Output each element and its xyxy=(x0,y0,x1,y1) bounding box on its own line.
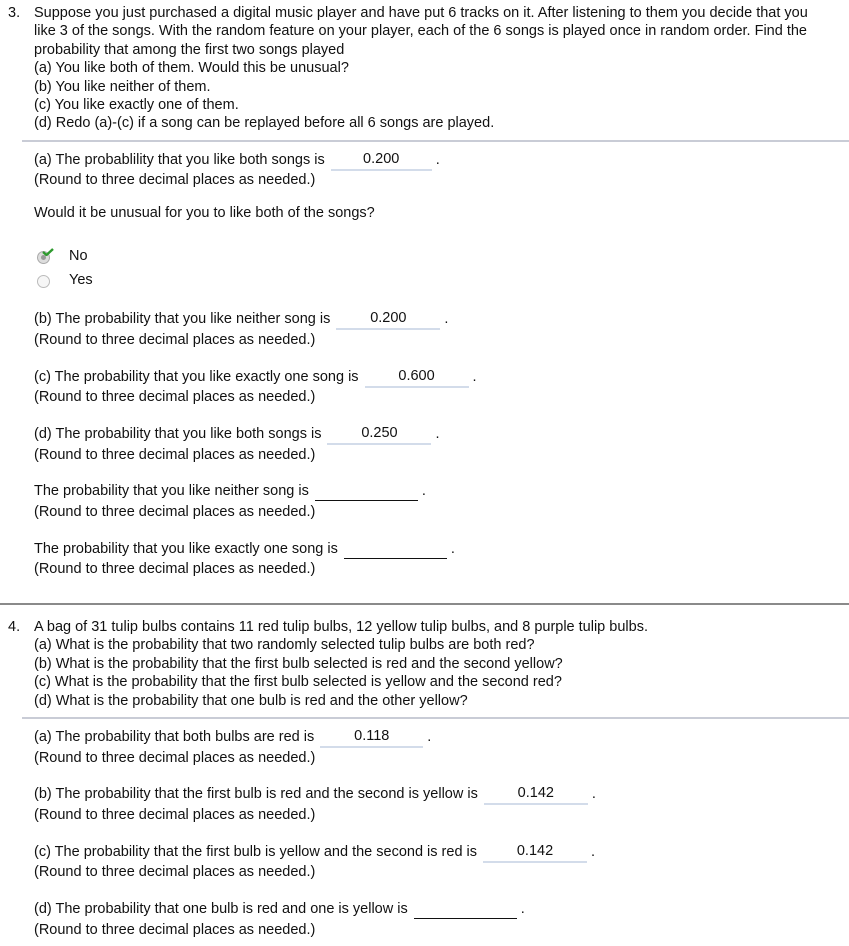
period: . xyxy=(435,426,440,442)
round-note: (Round to three decimal places as needed.) xyxy=(34,172,316,188)
q4a-answer-field[interactable]: 0.118 xyxy=(320,727,423,748)
q4d-row xyxy=(34,899,525,919)
question-line: like 3 of the songs. With the random feature on your player, each of the 6 songs is played once in random order. Find the xyxy=(34,23,807,40)
question-number: 3. xyxy=(8,5,21,21)
period: . xyxy=(421,483,426,499)
radio-yes[interactable] xyxy=(37,275,50,288)
round-note: (Round to three decimal places as needed.) xyxy=(34,864,316,880)
q3a-label: (a) The probablility that you like both songs is xyxy=(34,152,325,168)
option-yes-label: Yes xyxy=(69,272,93,288)
q3d-one-answer-field[interactable] xyxy=(344,539,447,559)
checkmark-icon xyxy=(42,248,54,256)
round-note: (Round to three decimal places as needed.) xyxy=(34,504,316,520)
unusual-question: Would it be unusual for you to like both of the songs? xyxy=(34,205,375,221)
question-line: probability that among the first two songs played xyxy=(34,41,345,58)
question-line: (a) What is the probability that two randomly selected tulip bulbs are both red? xyxy=(34,637,535,654)
q3b-label: (b) The probability that you like neither song is xyxy=(34,311,331,327)
q4a-row xyxy=(34,727,431,747)
q3d-answer-field[interactable]: 0.250 xyxy=(327,424,431,445)
question-line: (c) You like exactly one of them. xyxy=(34,97,239,114)
q3d-neither-label: The probability that you like neither song is xyxy=(34,483,309,499)
q3d-one-row xyxy=(34,539,455,559)
q4b-row xyxy=(34,784,596,804)
q3b-answer-field[interactable]: 0.200 xyxy=(336,309,440,330)
period: . xyxy=(450,541,455,557)
question-divider xyxy=(0,603,849,605)
q3c-label: (c) The probability that you like exactly one song is xyxy=(34,369,359,385)
q3c-row xyxy=(34,367,477,387)
q3d-row xyxy=(34,424,440,444)
q3d-label: (d) The probability that you like both songs is xyxy=(34,426,322,442)
period: . xyxy=(427,729,432,745)
q3d-one-label: The probability that you like exactly one song is xyxy=(34,541,338,557)
round-note: (Round to three decimal places as needed.) xyxy=(34,332,316,348)
question-3-text xyxy=(34,4,844,133)
q4c-label: (c) The probability that the first bulb is yellow and the second is red is xyxy=(34,844,478,860)
q4c-answer-field[interactable]: 0.142 xyxy=(483,842,587,863)
period: . xyxy=(591,844,596,860)
q3a-answer-field[interactable]: 0.200 xyxy=(331,150,432,171)
q3a-row xyxy=(34,150,440,170)
option-no-label: No xyxy=(69,248,88,264)
question-number: 4. xyxy=(8,619,21,635)
q3d-neither-row xyxy=(34,481,426,501)
question-line: (c) What is the probability that the first bulb selected is yellow and the second red? xyxy=(34,674,562,691)
question-line: Suppose you just purchased a digital music player and have put 6 tracks on it. After listening to them you decide that you xyxy=(34,5,808,21)
round-note: (Round to three decimal places as needed.) xyxy=(34,922,316,938)
question-line: (b) What is the probability that the first bulb selected is red and the second yellow? xyxy=(34,655,563,672)
round-note: (Round to three decimal places as needed.) xyxy=(34,807,316,823)
period: . xyxy=(472,369,477,385)
q4b-answer-field[interactable]: 0.142 xyxy=(484,784,588,805)
question-line: (d) What is the probability that one bulb is red and the other yellow? xyxy=(34,692,468,709)
question-line: (b) You like neither of them. xyxy=(34,78,211,95)
period: . xyxy=(435,152,440,168)
question-line: A bag of 31 tulip bulbs contains 11 red tulip bulbs, 12 yellow tulip bulbs, and 8 purple tulip bulbs. xyxy=(34,619,648,635)
divider xyxy=(22,717,849,719)
q3d-neither-answer-field[interactable] xyxy=(315,481,418,501)
period: . xyxy=(591,786,596,802)
round-note: (Round to three decimal places as needed.) xyxy=(34,447,316,463)
q4d-answer-field[interactable] xyxy=(414,899,517,919)
question-line: (d) Redo (a)-(c) if a song can be replayed before all 6 songs are played. xyxy=(34,115,495,132)
q4b-label: (b) The probability that the first bulb is red and the second is yellow is xyxy=(34,786,478,802)
q4a-label: (a) The probability that both bulbs are red is xyxy=(34,729,315,745)
divider xyxy=(22,140,849,142)
q3b-row xyxy=(34,309,448,329)
question-4-text xyxy=(34,618,844,710)
question-line: (a) You like both of them. Would this be unusual? xyxy=(34,60,349,77)
q4c-row xyxy=(34,842,595,862)
q4d-label: (d) The probability that one bulb is red and one is yellow is xyxy=(34,901,408,917)
period: . xyxy=(520,901,525,917)
round-note: (Round to three decimal places as needed.) xyxy=(34,389,316,405)
round-note: (Round to three decimal places as needed.) xyxy=(34,561,316,577)
round-note: (Round to three decimal places as needed.) xyxy=(34,750,316,766)
period: . xyxy=(444,311,449,327)
q3c-answer-field[interactable]: 0.600 xyxy=(365,367,469,388)
